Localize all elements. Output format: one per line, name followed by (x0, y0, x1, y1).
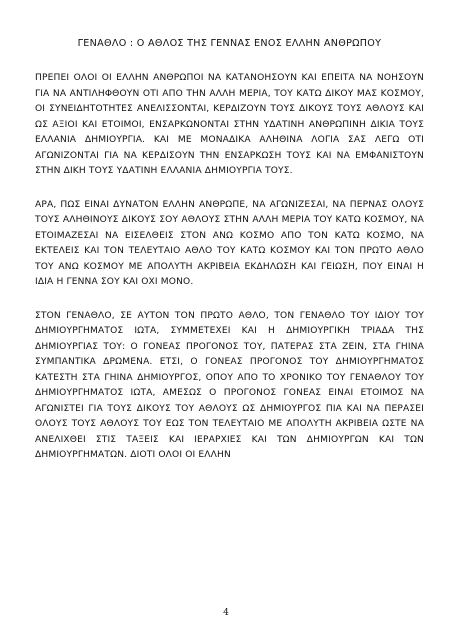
page-number: 4 (223, 608, 229, 618)
page-title: ΓΕΝΑΘΛΟ : Ο ΑΘΛΟΣ ΤΗΣ ΓΕΝΝΑΣ ΕΝΟΣ ΕΛΛΗΝ ΑΝΘΡΩΠΟΥ (77, 38, 382, 49)
paragraph-1: ΠΡΕΠΕΙ ΟΛΟΙ ΟΙ ΕΛΛΗΝ ΑΝΘΡΩΠΟΙ ΝΑ ΚΑΤΑΝΟΗΣΟΥΝ ΚΑΙ ΕΠΕΙΤΑ ΝΑ ΝΟΗΣΟΥΝ ΓΙΑ ΝΑ ΑΝΤΙΛΗΦΘΟΥΝ ΟΤΙ ΑΠΟ ΤΗΝ ΑΛΛΗ ΜΕΡΙΑ, ΤΟΥ ΚΑΤΩ ΔΙΚΟΥ ΜΑΣ ΚΟΣΜΟΥ, ΟΙ ΣΥΝΕΙΔΗΤΟΤΗΤΕΣ ΑΝΕΛΙΣΣΟΝΤΑΙ, ΚΕΡΔΙΖΟΥΝ ΤΟΥΣ ΔΙΚΟΥΣ ΤΟΥΣ ΑΘΛΟΥΣ ΚΑΙ ΩΣ ΑΞΙΟΙ ΚΑΙ ΕΤΟΙΜΟΙ, ΕΝΣΑΡΚΩΝΟΝΤΑΙ ΣΤΗΝ ΥΔΑΤΙΝΗ ΑΝΘΡΩΠΙΝΗ ΔΙΚΙΑ ΤΟΥΣ ΕΛΛΑΝΙΑ ΔΗΜΙΟΥΡΓΙΑ. ΚΑΙ ΜΕ ΜΟΝΑΔΙΚΑ ΑΛΗΘΙΝΑ ΛΟΓΙΑ ΣΑΣ ΛΕΓΩ ΟΤΙ ΑΓΩΝΙΖΟΝΤΑΙ ΓΙΑ ΝΑ ΚΕΡΔΙΣΟΥΝ ΤΗΝ ΕΝΣΑΡΚΩΣΗ ΤΟΥΣ ΚΑΙ ΝΑ ΕΜΦΑΝΙΣΤΟΥΝ ΣΤΗΝ ΔΙΚΗ ΤΟΥΣ ΥΔΑΤΙΝΗ ΕΛΛΑΝΙΑ ΔΗΜΙΟΥΡΓΙΑ ΤΟΥΣ. (35, 73, 424, 176)
paragraph-3: ΣΤΟΝ ΓΕΝΑΘΛΟ, ΣΕ ΑΥΤΟΝ ΤΟΝ ΠΡΩΤΟ ΑΘΛΟ, ΤΟΝ ΓΕΝΑΘΛΟ ΤΟΥ ΙΔΙΟΥ ΤΟΥ ΔΗΜΙΟΥΡΓΗΜΑΤΟΣ ΙΩΤΑ, ΣΥΜΜΕΤΕΧΕΙ ΚΑΙ Η ΔΗΜΙΟΥΡΓΙΚΗ ΤΡΙΑΔΑ ΤΗΣ ΔΗΜΙΟΥΡΓΙΑΣ ΤΟΥ: Ο ΓΟΝΕΑΣ ΠΡΟΓΟΝΟΣ ΤΟΥ, ΠΑΤΕΡΑΣ ΣΤΑ ΖΕΙΝ, ΣΤΑ ΓΗΙΝΑ ΣΥΜΠΑΝΤΙΚΑ ΔΡΩΜΕΝΑ. ΕΤΣΙ, Ο ΓΟΝΕΑΣ ΠΡΟΓΟΝΟΣ ΤΟΥ ΔΗΜΙΟΥΡΓΗΜΑΤΟΣ ΚΑΤΕΣΤΗ ΣΤΑ ΓΗΙΝΑ ΔΗΜΙΟΥΡΓΟΣ, ΟΠΟΥ ΑΠΟ ΤΟ ΧΡΟΝΙΚΟ ΤΟΥ ΓΕΝΑΘΛΟΥ ΤΟΥ ΔΗΜΙΟΥΡΓΗΜΑΤΟΣ ΙΩΤΑ, ΑΜΕΣΩΣ Ο ΠΡΟΓΟΝΟΣ ΓΟΝΕΑΣ ΕΙΝΑΙ ΕΤΟΙΜΟΣ ΝΑ ΑΓΩΝΙΣΤΕΙ ΓΙΑ ΤΟΥΣ ΔΙΚΟΥΣ ΤΟΥ ΑΘΛΟΥΣ ΩΣ ΔΗΜΙΟΥΡΓΟΣ ΠΙΑ ΚΑΙ ΝΑ ΠΕΡΑΣΕΙ ΟΛΟΥΣ ΤΟΥΣ ΑΘΛΟΥΣ ΤΟΥ ΕΩΣ ΤΟΝ ΤΕΛΕΥΤΑΙΟ ΜΕ ΑΠΟΛΥΤΗ ΑΚΡΙΒΕΙΑ ΩΣΤΕ ΝΑ ΑΝΕΛΙΧΘΕΙ ΣΤΙΣ ΤΑΞΕΙΣ ΚΑΙ ΙΕΡΑΡΧΙΕΣ ΚΑΙ ΤΩΝ ΔΗΜΙΟΥΡΓΩΝ ΚΑΙ ΤΩΝ ΔΗΜΙΟΥΡΓΗΜΑΤΩΝ. ΔΙΟΤΙ ΟΛΟΙ ΟΙ ΕΛΛΗΝ (35, 310, 424, 460)
paragraph-2: ΑΡΑ, ΠΩΣ ΕΙΝΑΙ ΔΥΝΑΤΟΝ ΕΛΛΗΝ ΑΝΘΡΩΠΕ, ΝΑ ΑΓΩΝΙΖΕΣΑΙ, ΝΑ ΠΕΡΝΑΣ ΟΛΟΥΣ ΤΟΥΣ ΑΛΗΘΙΝΟΥΣ ΔΙΚΟΥΣ ΣΟΥ ΑΘΛΟΥΣ ΣΤΗΝ ΑΛΛΗ ΜΕΡΙΑ ΤΟΥ ΚΑΤΩ ΚΟΣΜΟΥ, ΝΑ ΕΤΟΙΜΑΖΕΣΑΙ ΝΑ ΕΙΣΕΛΘΕΙΣ ΣΤΟΝ ΑΝΩ ΚΟΣΜΟ ΑΠΟ ΤΟΝ ΚΑΤΩ ΚΟΣΜΟ, ΝΑ ΕΚΤΕΛΕΙΣ ΚΑΙ ΤΟΝ ΤΕΛΕΥΤΑΙΟ ΑΘΛΟ ΤΟΥ ΚΑΤΩ ΚΟΣΜΟΥ ΚΑΙ ΤΟΝ ΠΡΩΤΟ ΑΘΛΟ ΤΟΥ ΑΝΩ ΚΟΣΜΟΥ ΜΕ ΑΠΟΛΥΤΗ ΑΚΡΙΒΕΙΑ ΕΚΔΗΛΩΣΗ ΚΑΙ ΓΕΙΩΣΗ, ΠΟΥ ΕΙΝΑΙ Η ΙΔΙΑ Η ΓΕΝΝΑ ΣΟΥ ΚΑΙ ΟΧΙ ΜΟΝΟ. (35, 199, 424, 287)
